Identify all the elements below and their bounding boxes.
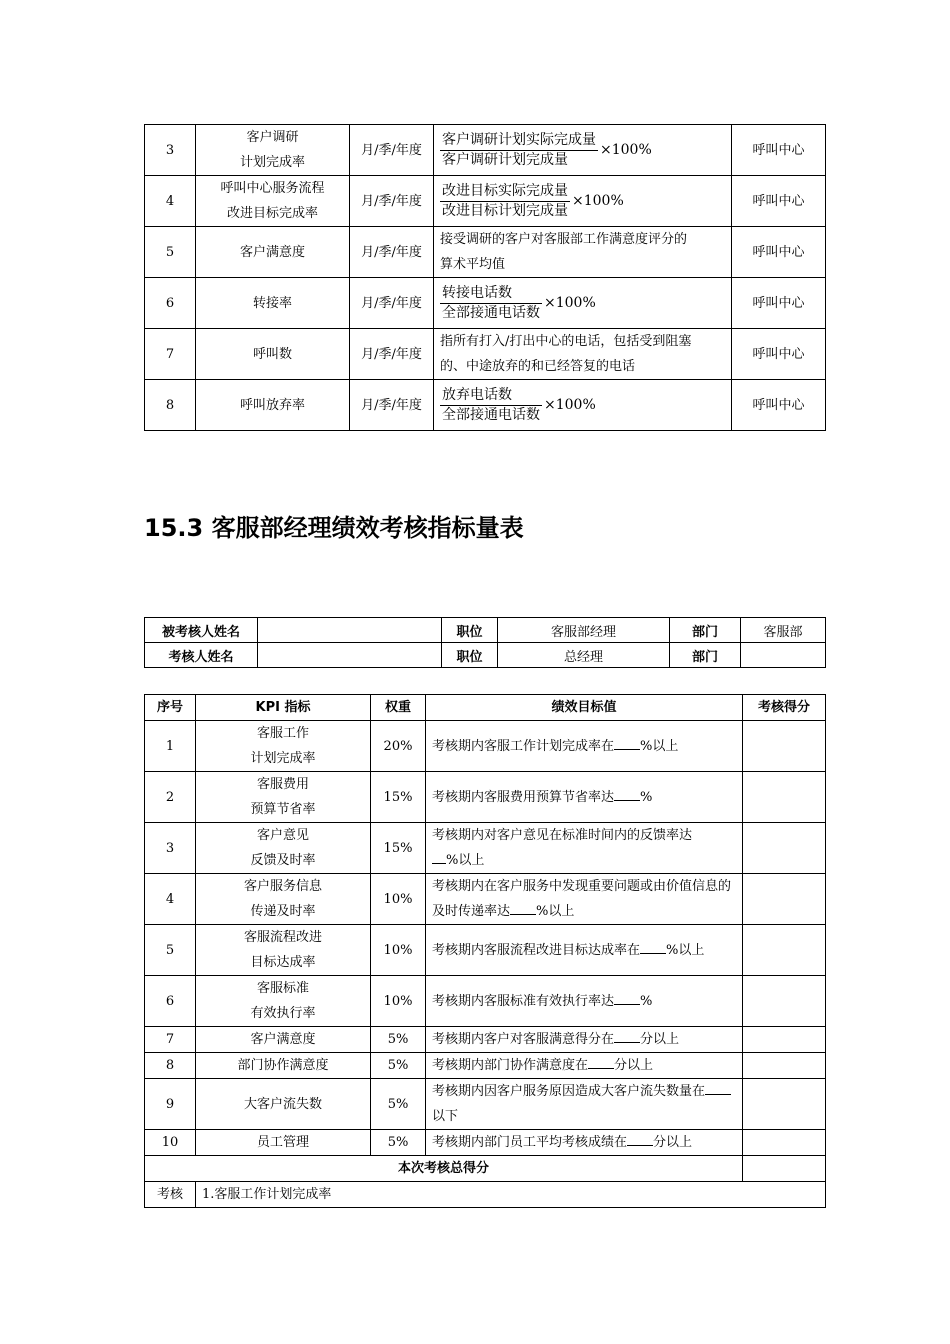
position-label: 职位 xyxy=(442,618,498,643)
formula xyxy=(440,131,725,170)
department: 呼叫中心 xyxy=(732,329,826,380)
formula-multiplier: ×100% xyxy=(544,396,596,413)
table-row xyxy=(145,176,826,227)
kpi-target: 考核期内客服标准有效执行率达 % xyxy=(426,976,743,1027)
period: 月/季/年度 xyxy=(350,227,434,278)
department: 呼叫中心 xyxy=(732,176,826,227)
formula-denominator: 全部接通电话数 xyxy=(442,406,540,423)
formula-cell xyxy=(434,278,732,329)
metric-name: 客户调研 计划完成率 xyxy=(196,125,350,176)
row-number: 8 xyxy=(145,1053,196,1079)
kpi-weight: 10% xyxy=(371,925,426,976)
formula-denominator: 全部接通电话数 xyxy=(442,304,540,321)
table-header-row xyxy=(145,695,826,721)
department-label: 部门 xyxy=(670,643,741,668)
kpi-weight: 15% xyxy=(371,823,426,874)
fill-blank[interactable] xyxy=(432,849,446,864)
header-score: 考核得分 xyxy=(743,695,826,721)
kpi-weight: 20% xyxy=(371,721,426,772)
kpi-score[interactable] xyxy=(743,874,826,925)
period: 月/季/年度 xyxy=(350,176,434,227)
row-number: 2 xyxy=(145,772,196,823)
table-row xyxy=(145,721,826,772)
row-number: 1 xyxy=(145,721,196,772)
table-row xyxy=(145,227,826,278)
department: 呼叫中心 xyxy=(732,227,826,278)
formula-denominator: 改进目标计划完成量 xyxy=(442,202,568,219)
fill-blank[interactable] xyxy=(705,1080,731,1095)
kpi-weight: 15% xyxy=(371,772,426,823)
kpi-target: 考核期内因客户服务原因造成大客户流失数量在以下 xyxy=(426,1079,743,1130)
kpi-table xyxy=(144,694,826,1208)
kpi-score[interactable] xyxy=(743,1130,826,1156)
kpi-name: 部门协作满意度 xyxy=(196,1053,371,1079)
department-value: 客服部 xyxy=(741,618,826,643)
row-number: 10 xyxy=(145,1130,196,1156)
row-number: 5 xyxy=(145,925,196,976)
position-value: 总经理 xyxy=(498,643,670,668)
department: 呼叫中心 xyxy=(732,278,826,329)
kpi-name: 大客户流失数 xyxy=(196,1079,371,1130)
position-label: 职位 xyxy=(442,643,498,668)
table-row xyxy=(145,278,826,329)
assessee-info-table xyxy=(144,617,826,668)
department: 呼叫中心 xyxy=(732,125,826,176)
total-score-value[interactable] xyxy=(743,1156,826,1182)
row-number: 9 xyxy=(145,1079,196,1130)
kpi-weight: 5% xyxy=(371,1130,426,1156)
row-number: 4 xyxy=(145,874,196,925)
formula xyxy=(440,182,725,221)
formula-cell xyxy=(434,125,732,176)
kpi-weight: 5% xyxy=(371,1053,426,1079)
description: 指所有打入/打出中心的电话，包括受到阻塞 的、中途放弃的和已经答复的电话 xyxy=(434,329,732,380)
kpi-name: 客户满意度 xyxy=(196,1027,371,1053)
metric-name: 转接率 xyxy=(196,278,350,329)
kpi-target: 考核期内客户对客服满意得分在 分以上 xyxy=(426,1027,743,1053)
kpi-score[interactable] xyxy=(743,721,826,772)
fill-blank[interactable] xyxy=(614,990,640,1005)
period: 月/季/年度 xyxy=(350,329,434,380)
kpi-score[interactable] xyxy=(743,823,826,874)
formula-multiplier: ×100% xyxy=(544,294,596,311)
assessor-name-value[interactable] xyxy=(258,643,442,668)
formula-multiplier: ×100% xyxy=(600,141,652,158)
period: 月/季/年度 xyxy=(350,278,434,329)
kpi-name: 客服流程改进 目标达成率 xyxy=(196,925,371,976)
kpi-score[interactable] xyxy=(743,976,826,1027)
department-label: 部门 xyxy=(670,618,741,643)
formula-multiplier: ×100% xyxy=(572,192,624,209)
assessee-name-value[interactable] xyxy=(258,618,442,643)
period: 月/季/年度 xyxy=(350,125,434,176)
period: 月/季/年度 xyxy=(350,380,434,431)
header-weight: 权重 xyxy=(371,695,426,721)
kpi-target: 考核期内客服流程改进目标达成率在 %以上 xyxy=(426,925,743,976)
formula xyxy=(440,386,725,425)
row-number: 3 xyxy=(145,823,196,874)
position-value: 客服部经理 xyxy=(498,618,670,643)
kpi-name: 客服工作 计划完成率 xyxy=(196,721,371,772)
table-row xyxy=(145,976,826,1027)
kpi-name: 员工管理 xyxy=(196,1130,371,1156)
metric-name: 呼叫数 xyxy=(196,329,350,380)
kpi-target: 考核期内客服工作计划完成率在 %以上 xyxy=(426,721,743,772)
department-value[interactable] xyxy=(741,643,826,668)
table-row xyxy=(145,772,826,823)
row-number: 8 xyxy=(145,380,196,431)
footer-label: 考核 xyxy=(145,1182,196,1208)
kpi-name: 客户意见 反馈及时率 xyxy=(196,823,371,874)
row-number: 5 xyxy=(145,227,196,278)
fill-blank[interactable] xyxy=(588,1054,614,1069)
fill-blank[interactable] xyxy=(640,939,666,954)
table-row xyxy=(145,329,826,380)
table-row xyxy=(145,125,826,176)
formula-denominator: 客户调研计划完成量 xyxy=(442,151,568,168)
kpi-name: 客服标准 有效执行率 xyxy=(196,976,371,1027)
formula-numerator: 放弃电话数 xyxy=(440,386,542,406)
formula xyxy=(440,284,725,323)
metric-name: 呼叫中心服务流程 改进目标完成率 xyxy=(196,176,350,227)
kpi-score[interactable] xyxy=(743,772,826,823)
table-row xyxy=(145,874,826,925)
table-row xyxy=(145,618,826,643)
table-row xyxy=(145,823,826,874)
header-no: 序号 xyxy=(145,695,196,721)
kpi-score[interactable] xyxy=(743,925,826,976)
fill-blank[interactable] xyxy=(510,900,536,915)
kpi-score[interactable] xyxy=(743,1079,826,1130)
row-number: 7 xyxy=(145,1027,196,1053)
row-number: 6 xyxy=(145,976,196,1027)
formula-numerator: 客户调研计划实际完成量 xyxy=(440,131,598,151)
header-kpi: KPI 指标 xyxy=(196,695,371,721)
table-row xyxy=(145,380,826,431)
formula-numerator: 转接电话数 xyxy=(440,284,542,304)
kpi-target: 考核期内对客户意见在标准时间内的反馈率达 %以上 xyxy=(426,823,743,874)
table-row xyxy=(145,1053,826,1079)
description: 接受调研的客户对客服部工作满意度评分的 算术平均值 xyxy=(434,227,732,278)
metric-name: 客户满意度 xyxy=(196,227,350,278)
kpi-name: 客户服务信息 传递及时率 xyxy=(196,874,371,925)
table-row xyxy=(145,1079,826,1130)
footer-text: 1.客服工作计划完成率 xyxy=(196,1182,826,1208)
metric-name: 呼叫放弃率 xyxy=(196,380,350,431)
metrics-table xyxy=(144,124,826,431)
department: 呼叫中心 xyxy=(732,380,826,431)
kpi-weight: 5% xyxy=(371,1027,426,1053)
row-number: 4 xyxy=(145,176,196,227)
fill-blank[interactable] xyxy=(614,786,640,801)
footer-row xyxy=(145,1182,826,1208)
kpi-score[interactable] xyxy=(743,1027,826,1053)
total-row xyxy=(145,1156,826,1182)
fill-blank[interactable] xyxy=(614,1028,640,1043)
kpi-score[interactable] xyxy=(743,1053,826,1079)
row-number: 3 xyxy=(145,125,196,176)
row-number: 6 xyxy=(145,278,196,329)
assessor-name-label: 考核人姓名 xyxy=(145,643,258,668)
table-row xyxy=(145,925,826,976)
kpi-target: 考核期内在客户服务中发现重要问题或由价值信息的及时传递率达 %以上 xyxy=(426,874,743,925)
header-target: 绩效目标值 xyxy=(426,695,743,721)
formula-cell xyxy=(434,380,732,431)
kpi-weight: 10% xyxy=(371,976,426,1027)
kpi-target: 考核期内客服费用预算节省率达 % xyxy=(426,772,743,823)
formula-numerator: 改进目标实际完成量 xyxy=(440,182,570,202)
kpi-weight: 5% xyxy=(371,1079,426,1130)
formula-cell xyxy=(434,176,732,227)
table-row xyxy=(145,643,826,668)
fill-blank[interactable] xyxy=(614,735,640,750)
assessee-name-label: 被考核人姓名 xyxy=(145,618,258,643)
table-row xyxy=(145,1027,826,1053)
section-title: 15.3 客服部经理绩效考核指标量表 xyxy=(144,514,524,542)
row-number: 7 xyxy=(145,329,196,380)
kpi-target: 考核期内部门协作满意度在 分以上 xyxy=(426,1053,743,1079)
kpi-name: 客服费用 预算节省率 xyxy=(196,772,371,823)
kpi-target: 考核期内部门员工平均考核成绩在 分以上 xyxy=(426,1130,743,1156)
fill-blank[interactable] xyxy=(627,1131,653,1146)
total-score-label: 本次考核总得分 xyxy=(145,1156,743,1182)
kpi-weight: 10% xyxy=(371,874,426,925)
table-row xyxy=(145,1130,826,1156)
